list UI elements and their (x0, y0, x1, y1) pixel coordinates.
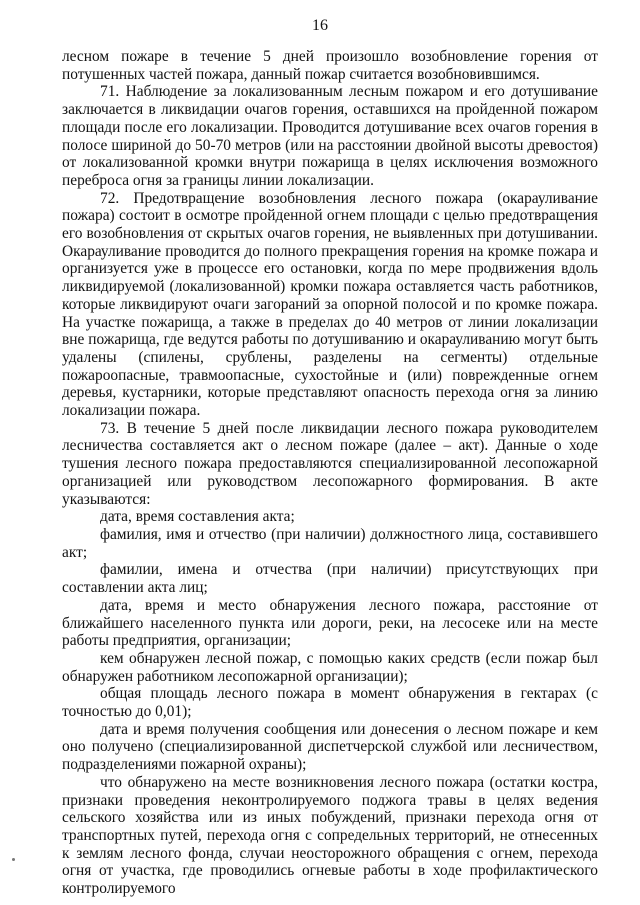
act-item-detected-by: кем обнаружен лесной пожар, с помощью каких средств (если пожар был обнаружен работником лесопожарной организации); (62, 649, 598, 685)
paragraph-73: 73. В течение 5 дней после ликвидации лесного пожара руководителем лесничества составляется акт о лесном пожаре (далее – акт). Данные о ходе тушения лесного пожара предоставляются специализированной лесопожарной организацией или руководством лесопожарного формирования. В акте указываются: (62, 419, 598, 508)
act-item-report-received: дата и время получения сообщения или донесения о лесном пожаре и кем оно получено (специализированной диспетчерской службой или лесничеством, подразделениями пожарной охраны); (62, 720, 598, 774)
paragraph-72: 72. Предотвращение возобновления лесного пожара (окарауливание пожара) состоит в осмотре пройденной огнем площади с целью предотвращения его возобновления от скрытых очагов горения, не выявленных при дотушивании. Окарауливание проводится до полного прекращения горения на кромке пожара и организуется уже в процессе его остановки, когда по мере продвижения вдоль ликвидируемой (локализованной) кромки пожара оставляется часть работников, которые ликвидируют очаги загораний за опорной полосой и по кромке пожара. На участке пожарища, а также в пределах до 40 метров от линии локализации вне пожарища, где ведутся работы по дотушиванию и окарауливанию могут быть удалены (спилены, срублены, разделены на сегменты) отдельные пожароопасные, травмоопасные, сухостойные и (или) поврежденные огнем деревья, кустарники, которые представляют опасность перехода огня за линию локализации пожара. (62, 189, 598, 420)
paragraph-71: 71. Наблюдение за локализованным лесным пожаром и его дотушивание заключается в ликвидации очагов горения, оставшихся на пройденной пожаром площади после его локализации. Проводится дотушивание всех очагов горения в полосе шириной до 50-70 метров (или на расстоянии двойной высоты древостоя) от локализованной кромки внутри пожарища в целях исключения возможного переброса огня за границы линии локализации. (62, 83, 598, 189)
act-item-findings: что обнаружено на месте возникновения лесного пожара (остатки костра, признаки проведения неконтролируемого поджога травы в целях ведения сельского хозяйства или из иных побуждений, признаки перехода огня от транспортных путей, перехода огня с сопредельных территорий, не отнесенных к землям лесного фонда, случаи неосторожного обращения с огнем, перехода огня от участка, где проводились огневые работы в ходе профилактического контролируемого (62, 773, 598, 898)
act-item-official-name: фамилия, имя и отчество (при наличии) должностного лица, составившего акт; (62, 525, 598, 561)
scan-speck (12, 858, 15, 861)
document-body (62, 48, 598, 898)
act-item-total-area: общая площадь лесного пожара в момент обнаружения в гектарах (с точностью до 0,01); (62, 685, 598, 721)
page-number: 16 (312, 17, 328, 34)
act-item-detection-place: дата, время и место обнаружения лесного пожара, расстояние от ближайшего населенного пункта или дороги, реки, на лесосеке или на месте работы предприятия, организации; (62, 596, 598, 650)
paragraph-continuation: лесном пожаре в течение 5 дней произошло возобновление горения от потушенных частей пожара, данный пожар считается возобновившимся. (62, 48, 598, 83)
act-item-attendees: фамилии, имена и отчества (при наличии) присутствующих при составлении акта лиц; (62, 561, 598, 597)
act-item-date-time: дата, время составления акта; (100, 508, 295, 526)
